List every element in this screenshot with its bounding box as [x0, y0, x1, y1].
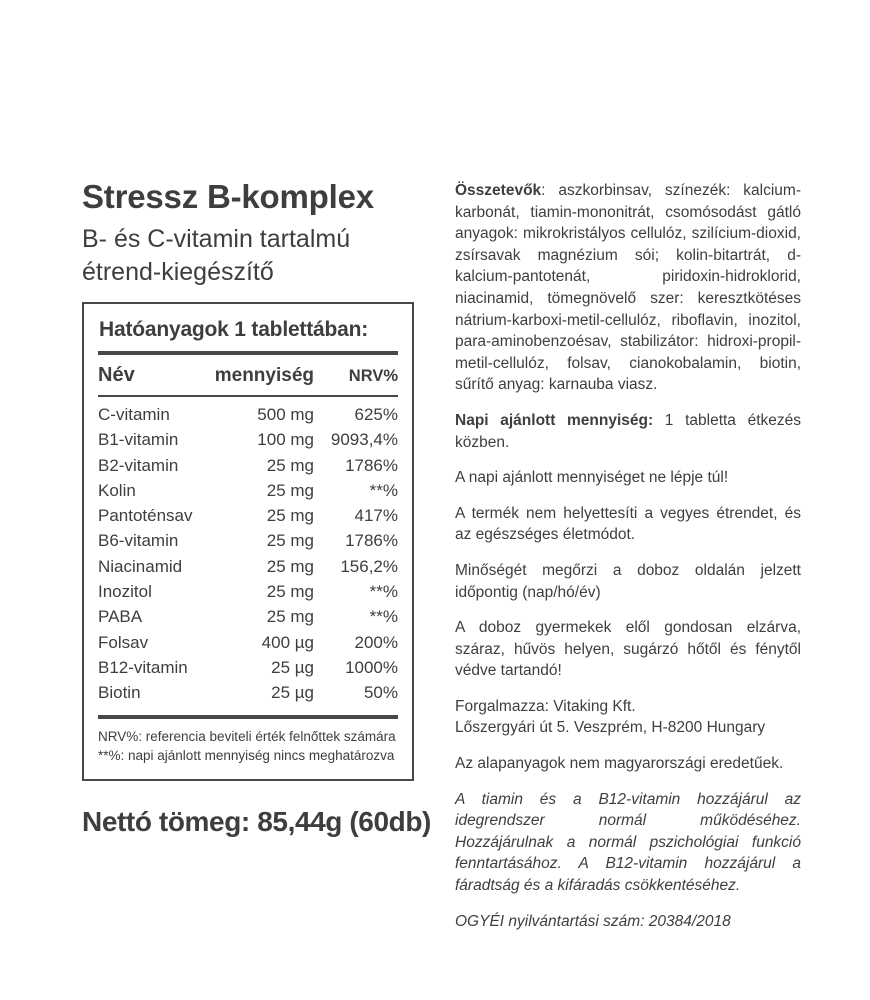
- health-claims: A tiamin és a B12-vitamin hozzájárul az idegrendszer normál működéséhez. Hozzájárulnak a normál pszichológiai funkció fenntartásához. A B12-vitamin hozzájárul a fáradtság és a kifáradás csökkentéséhez.: [455, 790, 801, 895]
- ingredient-amount: 25 µg: [271, 683, 314, 703]
- ingredient-nrv: 1000%: [345, 657, 398, 677]
- ingredient-name: Folsav: [98, 632, 149, 652]
- ingredients-label: Összetevők: [455, 182, 542, 199]
- warning-limit: A napi ajánlott mennyiséget ne lépje túl!: [455, 469, 729, 487]
- left-column: [82, 178, 431, 838]
- ingredient-name: Inozitol: [98, 582, 152, 602]
- ingredient-amount: 500 mg: [257, 405, 314, 424]
- ingredient-nrv: 625%: [354, 405, 398, 424]
- footnote-nrv: NRV%: referencia beviteli érték felnőttek számára: [98, 728, 396, 744]
- active-ingredients-table: [82, 302, 414, 781]
- daily-dose-text: 1 tabletta étkezés közben.: [455, 411, 801, 451]
- column-header-nrv: NRV%: [348, 367, 398, 385]
- table-row: [98, 554, 398, 579]
- table-row: [98, 630, 398, 655]
- ingredients-text: : aszkorbinsav, színezék: kalcium-karbonát, tiamin-mononitrát, csomósodást gátló anyagok: mikrokristályos cellulóz, szilícium-dioxid, zsírsavak magnézium sói; kolin-bitartrát, d-kalcium-pantotenát, piridoxin-hidroklorid, niacinamid, tömegnövelő szer: keresztkötéses nátrium-karboxi-metil-cellulóz, riboflavin, inozitol, para-aminobenzoésav, stabilizátor: hidroxi-propil-metil-cellulóz, folsav, cianokobalamin, biotin, sűrítő anyag: karnauba viasz.: [455, 182, 801, 394]
- ingredient-name: Pantoténsav: [98, 506, 193, 526]
- ingredient-name: B12-vitamin: [98, 657, 188, 677]
- ingredient-nrv: 417%: [354, 506, 398, 526]
- right-column: [455, 180, 801, 946]
- table-row: [98, 528, 398, 553]
- ingredient-nrv: 1786%: [345, 531, 398, 551]
- ingredient-name: PABA: [98, 607, 143, 627]
- ingredient-name: C-vitamin: [98, 405, 170, 424]
- ingredient-amount: 400 µg: [261, 632, 314, 652]
- ingredient-amount: 25 mg: [266, 582, 314, 602]
- storage-note: A doboz gyermekek elől gondosan elzárva, száraz, hűvös helyen, sugárzó hőtől és fénytől védve tartandó!: [455, 619, 801, 680]
- table-row: [98, 478, 398, 503]
- table-row: [98, 579, 398, 604]
- footnote-asterisk: **%: napi ajánlott mennyiség nincs meghatározva: [98, 748, 395, 764]
- ingredient-nrv: 156,2%: [340, 556, 398, 576]
- ingredient-amount: 25 mg: [266, 506, 314, 526]
- ingredient-amount: 25 mg: [266, 531, 314, 551]
- daily-dose-label: Napi ajánlott mennyiség:: [455, 411, 654, 429]
- table-footnotes: [98, 719, 398, 769]
- distributor-block: [455, 696, 801, 739]
- ingredient-nrv: 200%: [354, 632, 398, 652]
- table-row: [98, 503, 398, 528]
- column-header-amount: mennyiség: [214, 365, 314, 386]
- ingredient-nrv: **%: [369, 607, 398, 627]
- product-subtitle: B- és C-vitamin tartalmú étrend-kiegészítő: [82, 225, 351, 286]
- registration-number: OGYÉI nyilvántartási szám: 20384/2018: [455, 912, 731, 930]
- origin-note: Az alapanyagok nem magyarországi eredetűek.: [455, 755, 784, 773]
- shelf-life-note: Minőségét megőrzi a doboz oldalán jelzett időpontig (nap/hó/év): [455, 561, 801, 601]
- ingredient-name: B2-vitamin: [98, 455, 179, 475]
- net-weight: Nettó tömeg: 85,44g (60db): [82, 805, 431, 837]
- table-row: [98, 604, 398, 629]
- ingredient-name: Niacinamid: [98, 556, 183, 576]
- ingredients-paragraph: [455, 180, 801, 396]
- table-row: [98, 655, 398, 680]
- warning-diet: A termék nem helyettesíti a vegyes étrendet, és az egészséges életmódot.: [455, 504, 801, 544]
- ingredient-amount: 25 mg: [266, 455, 314, 475]
- ingredient-nrv: 9093,4%: [330, 430, 398, 450]
- ingredient-amount: 100 mg: [257, 430, 314, 450]
- table-row: [98, 453, 398, 478]
- daily-dose-paragraph: [455, 410, 801, 453]
- ingredient-nrv: **%: [369, 582, 398, 602]
- ingredient-nrv: 1786%: [345, 455, 398, 475]
- ingredient-nrv: 50%: [363, 683, 398, 703]
- ingredient-amount: 25 mg: [266, 607, 314, 627]
- ingredient-name: B1-vitamin: [98, 430, 179, 450]
- table-body: [98, 397, 398, 715]
- table-header-row: [98, 355, 398, 395]
- table-row: [98, 402, 398, 427]
- product-title: Stressz B-komplex: [82, 178, 374, 215]
- ingredient-amount: 25 mg: [266, 556, 314, 576]
- ingredient-amount: 25 mg: [266, 480, 314, 500]
- table-row: [98, 680, 398, 705]
- table-row: [98, 427, 398, 452]
- distributor-line1: Forgalmazza: Vitaking Kft.: [455, 697, 636, 715]
- ingredient-name: Kolin: [98, 480, 136, 500]
- ingredient-amount: 25 µg: [271, 657, 314, 677]
- distributor-line2: Lőszergyári út 5. Veszprém, H-8200 Hungary: [455, 719, 766, 737]
- ingredient-name: Biotin: [98, 683, 141, 703]
- ingredient-nrv: **%: [369, 480, 398, 500]
- ingredient-name: B6-vitamin: [98, 531, 179, 551]
- table-title: Hatóanyagok 1 tablettában:: [99, 318, 369, 341]
- column-header-name: Név: [98, 364, 135, 386]
